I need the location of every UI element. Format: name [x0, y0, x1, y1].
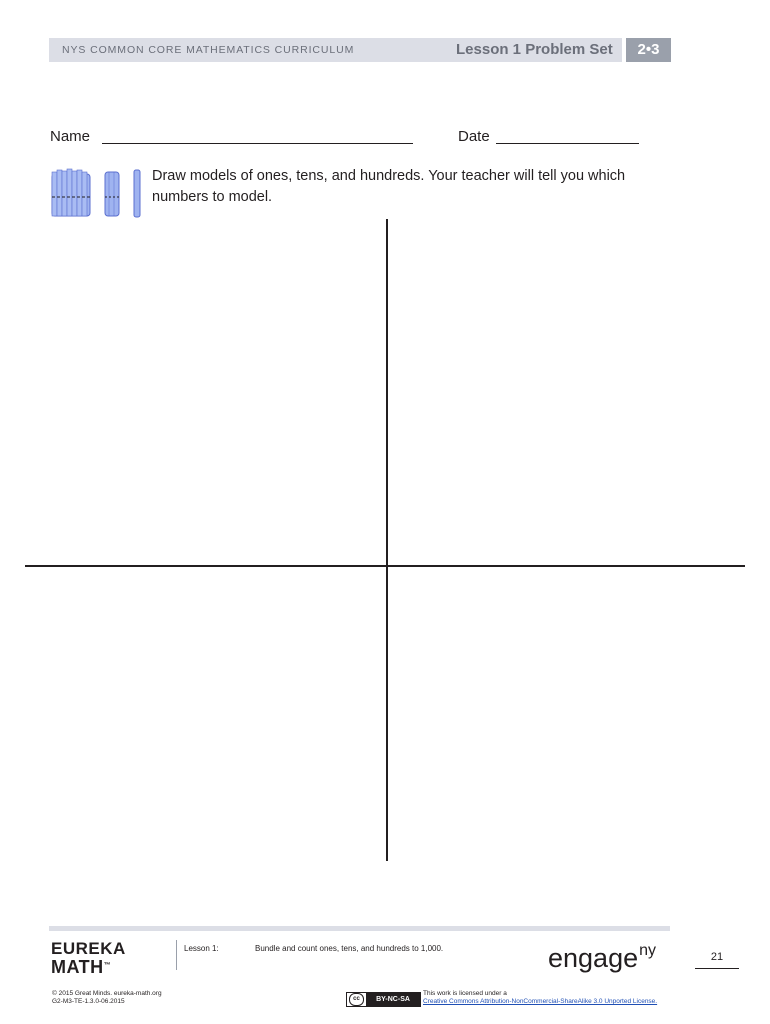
- trademark: ™: [103, 962, 112, 969]
- copyright-line-2: G2-M3-TE-1.3.0-06.2015: [52, 998, 125, 1005]
- footer-bar: [49, 926, 670, 931]
- copyright-line-1: © 2015 Great Minds. eureka-math.org: [52, 990, 162, 997]
- logo-line-2: MATH: [51, 957, 104, 977]
- footer-divider: [176, 940, 177, 970]
- place-value-models-icon: [48, 166, 148, 220]
- date-label: Date: [458, 128, 490, 145]
- one-stick-icon: [134, 170, 140, 217]
- lesson-description: Bundle and count ones, tens, and hundreds to 1,000.: [255, 944, 444, 953]
- license-text: This work is licensed under a: [423, 990, 507, 997]
- name-label: Name: [50, 128, 91, 145]
- date-field[interactable]: [496, 143, 639, 144]
- eureka-math-logo: [51, 940, 126, 976]
- page-title: Lesson 1 Problem Set: [456, 41, 613, 58]
- grade-module-badge: 2•3: [626, 38, 671, 62]
- logo-line-1: EUREKA: [51, 939, 126, 958]
- instructions: Draw models of ones, tens, and hundreds. Your teacher will tell you which numbers to model.: [152, 168, 626, 205]
- creative-commons-badge[interactable]: [346, 992, 421, 1007]
- page-number: 21: [710, 951, 724, 963]
- horizontal-divider: [25, 565, 745, 567]
- vertical-divider: [386, 219, 388, 861]
- engageny-logo: [548, 942, 656, 974]
- cc-icon: cc: [349, 993, 364, 1006]
- ten-bundle-icon: [105, 172, 119, 216]
- ny-text: ny: [639, 942, 657, 959]
- hundreds-bundle-icon: [52, 169, 90, 216]
- name-field[interactable]: [102, 143, 413, 144]
- engage-text: engage: [548, 943, 639, 973]
- license-link[interactable]: Creative Commons Attribution-NonCommercial-ShareAlike 3.0 Unported License.: [423, 998, 658, 1005]
- cc-terms: BY-NC-SA: [366, 993, 420, 1006]
- curriculum-label: NYS COMMON CORE MATHEMATICS CURRICULUM: [62, 44, 355, 56]
- lesson-label: Lesson 1:: [184, 944, 219, 953]
- page-number-underline: [695, 968, 739, 969]
